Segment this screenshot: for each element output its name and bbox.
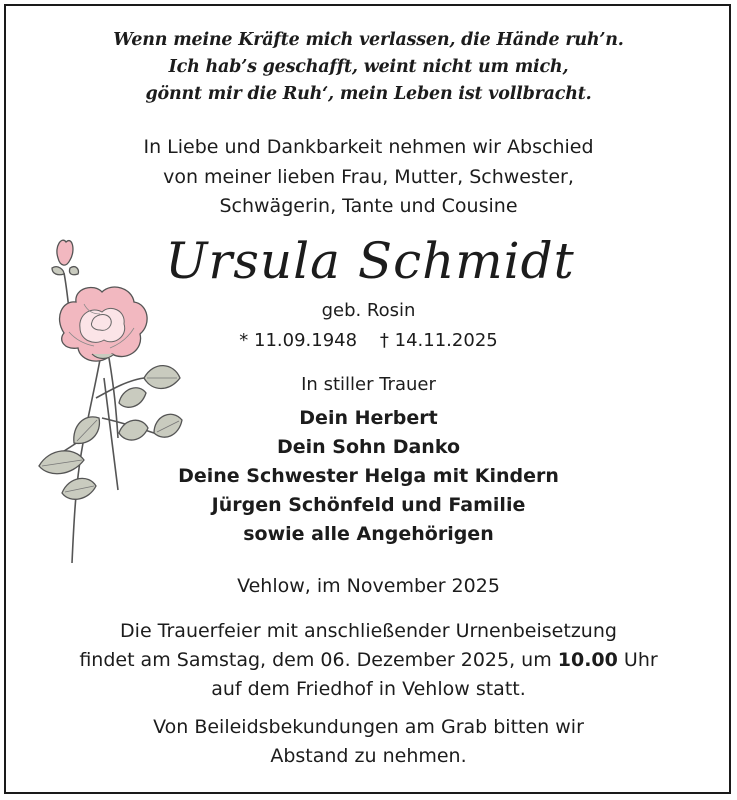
life-dates: * 11.09.1948 † 14.11.2025: [239, 330, 498, 351]
poem-line-1: Wenn meine Kräfte mich verlassen, die Hände ruh’n.: [113, 30, 624, 50]
maiden-name: geb. Rosin: [321, 300, 416, 321]
mourner-name: Dein Herbert: [299, 407, 438, 429]
intro-line-3: Schwägerin, Tante und Cousine: [219, 195, 518, 217]
mourner-name: Dein Sohn Danko: [276, 436, 460, 458]
funeral-line-2-start: findet am Samstag, dem 06. Dezember 2025, um: [79, 649, 558, 671]
poem-line-2: Ich hab’s geschafft, weint nicht um mich,: [168, 57, 569, 77]
intro-line-1: In Liebe und Dankbarkeit nehmen wir Abschied: [143, 136, 594, 158]
funeral-line-3: auf dem Friedhof in Vehlow statt.: [211, 678, 526, 700]
mourners-heading: In stiller Trauer: [301, 374, 436, 395]
funeral-line-1: Die Trauerfeier mit anschließender Urnenbeisetzung: [120, 620, 617, 642]
funeral-line-2-end: Uhr: [617, 649, 658, 671]
intro-line-2: von meiner lieben Frau, Mutter, Schwester,: [163, 166, 574, 188]
mourner-name: sowie alle Angehörigen: [243, 523, 494, 545]
place-date: Vehlow, im November 2025: [237, 575, 500, 597]
deceased-name: Ursula Schmidt: [165, 232, 575, 290]
mourner-name: Deine Schwester Helga mit Kindern: [178, 465, 559, 487]
mourner-name: Jürgen Schönfeld und Familie: [211, 494, 526, 516]
condolence-line-1: Von Beileidsbekundungen am Grab bitten wir: [153, 716, 584, 738]
condolence-line-2: Abstand zu nehmen.: [270, 745, 467, 767]
funeral-line-2: [0, 649, 737, 671]
funeral-time: 10.00: [557, 649, 618, 671]
poem-line-3: gönnt mir die Ruh‘, mein Leben ist vollbracht.: [145, 84, 592, 104]
